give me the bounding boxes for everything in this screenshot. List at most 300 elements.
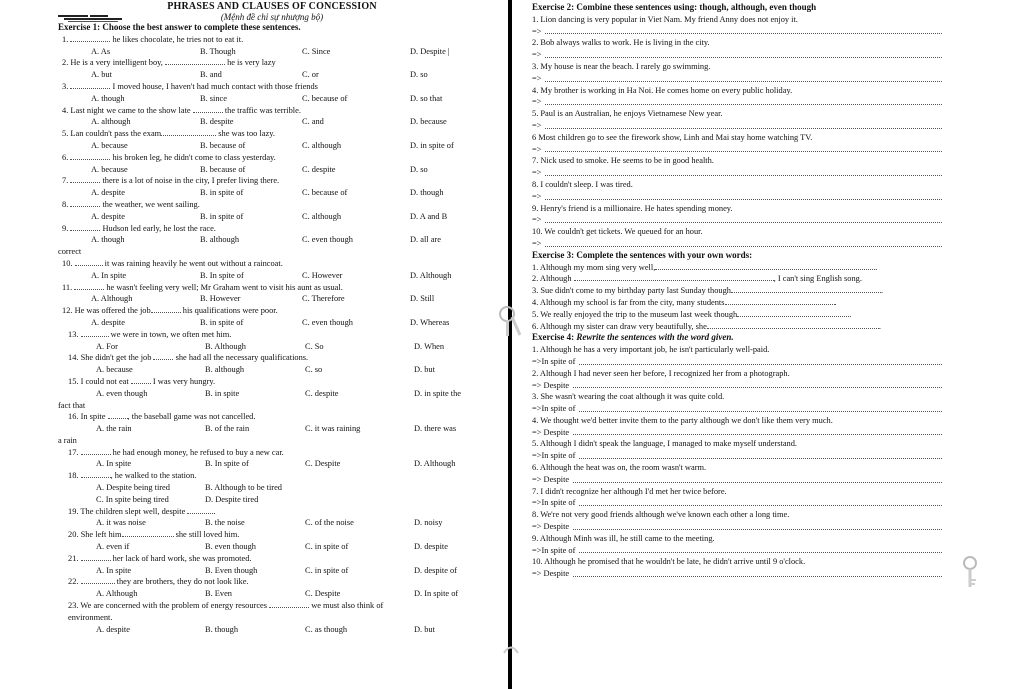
options-row (62, 116, 482, 128)
question-continuation: environment. (68, 612, 113, 622)
question-line (62, 576, 482, 588)
question-number-text: 16. In spite (68, 412, 108, 422)
sentence-end: . (849, 309, 852, 319)
answer-option[interactable]: A. because (91, 140, 128, 150)
answer-blank[interactable] (545, 214, 942, 223)
rewrite-prompt: =>In spite of (532, 356, 576, 366)
answer-line[interactable] (532, 214, 942, 226)
sentence-pair: 8. I couldn't sleep. I was tired. (532, 179, 633, 189)
question-line (62, 128, 482, 140)
answer-blank[interactable] (579, 497, 942, 506)
original-sentence: 2. Although I had never seen her before, I recognized her from a photograph. (532, 368, 790, 378)
column-divider (508, 0, 512, 689)
question-line (62, 81, 482, 93)
question-number-text: 9. (62, 223, 71, 233)
sentence-start: 3. Sue didn't come to my birthday party last Sunday though (532, 286, 731, 296)
exercise3-items (532, 262, 942, 333)
sentence-start: 1. Although my mom sing very well, (532, 262, 656, 272)
question-number-text: 14. She didn't get the job (68, 353, 154, 363)
question-number-text: 11. (62, 282, 75, 292)
answer-option[interactable]: B. in spite (205, 388, 240, 398)
answer-blank[interactable] (545, 49, 942, 58)
completion-line (532, 297, 942, 309)
answer-blank[interactable] (579, 356, 942, 365)
question-number-text: 13. (68, 329, 81, 339)
question-number-text: 3. (62, 81, 71, 91)
rewrite-line[interactable] (532, 356, 942, 368)
exercise4-heading (532, 332, 942, 344)
answer-option[interactable]: B. even though (205, 542, 256, 552)
answer-option[interactable]: A. even though (96, 388, 148, 398)
sentence-pair: 5. Paul is an Australian, he enjoys Vietnamese New year. (532, 109, 723, 119)
options-row (62, 293, 482, 305)
answer-option[interactable]: C. it was raining (305, 424, 361, 434)
question-text: . (213, 506, 216, 516)
answer-arrow: => (532, 97, 542, 107)
answer-blank[interactable] (269, 607, 309, 608)
answer-option[interactable]: A. despite (91, 188, 125, 198)
question-text: his qualifications were poor. (180, 306, 278, 316)
question-number-text: 15. I could not eat (68, 376, 131, 386)
answer-blank[interactable] (75, 265, 103, 266)
options-row (62, 234, 482, 246)
options-row (62, 93, 482, 105)
answer-option[interactable]: C. In spite being tired (96, 494, 169, 504)
answer-option[interactable]: C. and (302, 117, 324, 127)
answer-line[interactable] (532, 96, 942, 108)
sentence-start: 5. We really enjoyed the trip to the museum last week though (532, 309, 738, 319)
answer-blank[interactable] (165, 64, 225, 65)
sentence-pair: 9. Henry's friend is a millionaire. He hates spending money. (532, 203, 733, 213)
rewrite-line[interactable] (532, 497, 942, 509)
answer-blank[interactable] (81, 477, 111, 478)
question-text: the weather, we went sailing. (100, 199, 200, 209)
question-continuation: a rain (58, 435, 77, 445)
completion-line (532, 321, 942, 333)
answer-line[interactable] (532, 120, 942, 132)
sentence-end: . (834, 297, 837, 307)
options-row (62, 624, 482, 636)
question-line (62, 329, 482, 341)
original-sentence: 9. Although Minh was ill, he still came to the meeting. (532, 533, 715, 543)
answer-blank[interactable] (579, 403, 942, 412)
answer-option[interactable]: A. despite (96, 624, 130, 634)
answer-option[interactable]: A. As (91, 46, 111, 56)
answer-option[interactable]: D. Although (414, 459, 456, 469)
options-row (62, 517, 482, 529)
rewrite-prompt: => Despite (532, 474, 570, 484)
answer-blank[interactable] (81, 454, 111, 455)
sentence-start: 4. Although my school is far from the city, many students (532, 297, 725, 307)
answer-option[interactable]: B. because of (200, 140, 246, 150)
question-number-text: 2. He is a very intelligent boy, (62, 58, 165, 68)
answer-blank[interactable] (573, 568, 942, 577)
answer-blank[interactable] (545, 73, 942, 82)
answer-option[interactable]: B. Though (200, 46, 236, 56)
sentence-pair: 6 Most children go to see the firework show, Linh and Mai stay home watching TV. (532, 132, 813, 142)
options-row (62, 588, 482, 600)
answer-blank[interactable] (74, 289, 104, 290)
answer-blank[interactable] (70, 182, 100, 183)
answer-blank[interactable] (573, 521, 942, 530)
answer-option[interactable]: A. because (91, 164, 128, 174)
answer-blank[interactable] (573, 427, 942, 436)
answer-blank[interactable] (70, 159, 110, 160)
answer-option[interactable]: C. Despite (305, 589, 341, 599)
answer-blank[interactable] (545, 96, 942, 105)
question-text: , he walked to the station. (110, 471, 197, 481)
answer-blank[interactable] (131, 383, 151, 384)
answer-option[interactable]: D. in spite the (414, 388, 461, 398)
options-row (62, 187, 482, 199)
original-sentence: 5. Although I didn't speak the language, I managed to make myself understand. (532, 439, 798, 449)
question-number-text: 19. The children slept well, despite (68, 506, 188, 516)
answer-option[interactable]: B. Even though (205, 565, 258, 575)
answer-option[interactable]: D. In spite of (414, 589, 459, 599)
answer-blank[interactable] (655, 269, 875, 270)
answer-blank[interactable] (81, 583, 115, 584)
completion-line (532, 273, 942, 285)
options-row (62, 541, 482, 553)
answer-option[interactable]: B. although (200, 235, 240, 245)
answer-blank[interactable] (545, 167, 942, 176)
rewrite-line[interactable] (532, 403, 942, 415)
answer-option[interactable]: A. In spite (91, 270, 127, 280)
answer-arrow: => (532, 144, 542, 154)
answer-option[interactable]: C. although (302, 211, 342, 221)
answer-option[interactable]: A. Although (96, 589, 138, 599)
answer-option[interactable]: C. Despite (305, 459, 341, 469)
answer-option[interactable]: A. because (96, 365, 133, 375)
answer-option[interactable]: A. though (91, 235, 125, 245)
rewrite-line[interactable] (532, 545, 942, 557)
question-text: there is a lot of noise in the city, I prefer living there. (100, 176, 280, 186)
question-line (62, 529, 482, 541)
answer-option[interactable]: D. all are (410, 235, 441, 245)
answer-option[interactable]: B. in spite of (200, 317, 244, 327)
options-row (62, 458, 482, 470)
question-number-text: 20. She left him (68, 530, 122, 540)
answer-option[interactable]: B. In spite of (200, 270, 244, 280)
exercise1-heading: Exercise 1: Choose the best answer to complete these sentences. (58, 22, 301, 32)
question-text: her lack of hard work, she was promoted. (110, 553, 252, 563)
answer-option[interactable]: D. but (414, 624, 435, 634)
rewrite-prompt: => Despite (532, 569, 570, 579)
options-row (62, 140, 482, 152)
right-column (532, 0, 942, 580)
question-text: his broken leg, he didn't come to class yesterday. (110, 152, 276, 162)
answer-option[interactable]: A. Although (91, 294, 133, 304)
question-text: she still loved him. (173, 530, 240, 540)
question-line (62, 175, 482, 187)
answer-arrow: => (532, 215, 542, 225)
answer-option[interactable]: C. so (305, 365, 323, 375)
options-row (62, 270, 482, 282)
question-line (62, 305, 482, 317)
question-text: he had enough money, he refused to buy a new car. (110, 447, 284, 457)
question-number-text: 8. (62, 199, 71, 209)
options-row (62, 388, 482, 400)
answer-option[interactable]: C. although (302, 140, 342, 150)
options-row (62, 482, 482, 494)
answer-blank[interactable] (161, 135, 216, 136)
answer-option[interactable]: A. the rain (96, 424, 132, 434)
answer-option[interactable]: B. Although to be tired (205, 483, 282, 493)
answer-blank[interactable] (70, 206, 100, 207)
answer-line[interactable] (532, 191, 942, 203)
question-text: we were in town, we often met him. (108, 329, 232, 339)
rewrite-prompt: => Despite (532, 427, 570, 437)
exercise2-heading: Exercise 2: Combine these sentences using: though, although, even though (532, 2, 817, 12)
answer-option[interactable]: D. there was (414, 424, 457, 434)
question-text: I moved house, I haven't had much contact with those friends (110, 81, 318, 91)
answer-option[interactable]: C. as though (305, 624, 348, 634)
answer-option[interactable]: B. the noise (205, 518, 245, 528)
answer-blank[interactable] (193, 112, 223, 113)
question-number-text: 22. (68, 577, 81, 587)
answer-option[interactable]: C. So (305, 341, 324, 351)
answer-option[interactable]: B. in spite of (200, 188, 244, 198)
answer-blank[interactable] (545, 144, 942, 153)
answer-option[interactable]: D. so (410, 164, 428, 174)
completion-line (532, 262, 942, 274)
answer-blank[interactable] (545, 120, 942, 129)
answer-blank[interactable] (545, 191, 942, 200)
answer-blank[interactable] (573, 380, 942, 389)
answer-option[interactable]: C. However (302, 270, 343, 280)
options-row (62, 423, 482, 435)
rewrite-line[interactable] (532, 521, 942, 533)
rewrite-line[interactable] (532, 427, 942, 439)
key-watermark-icon (960, 555, 980, 589)
answer-option[interactable]: D. A and B (410, 211, 448, 221)
answer-option[interactable]: B. and (200, 70, 222, 80)
answer-line[interactable] (532, 144, 942, 156)
answer-option[interactable]: B. of the rain (205, 424, 250, 434)
answer-blank[interactable] (545, 238, 942, 247)
answer-arrow: => (532, 238, 542, 248)
answer-arrow: => (532, 50, 542, 60)
question-number-text: 17. (68, 447, 81, 457)
rewrite-line[interactable] (532, 568, 942, 580)
answer-option[interactable]: D. Despite tired (205, 494, 259, 504)
answer-option[interactable]: A. In spite (96, 565, 132, 575)
question-line (62, 152, 482, 164)
question-text: they are brothers, they do not look like. (114, 577, 249, 587)
sentence-pair: 2. Bob always walks to work. He is living in the city. (532, 38, 710, 48)
rewrite-line[interactable] (532, 380, 942, 392)
answer-blank[interactable] (725, 304, 835, 305)
question-number-text: 4. Last night we came to the show late (62, 105, 193, 115)
answer-option[interactable]: D. despite (414, 542, 448, 552)
answer-option[interactable]: C. because of (302, 188, 348, 198)
answer-blank[interactable] (153, 359, 173, 360)
answer-blank[interactable] (70, 88, 110, 89)
answer-option[interactable]: B. though (205, 624, 239, 634)
answer-option[interactable]: D. but (414, 365, 435, 375)
answer-option[interactable]: A. but (91, 70, 112, 80)
question-line (62, 282, 482, 294)
question-continuation: fact that (58, 400, 86, 410)
answer-blank[interactable] (574, 280, 774, 281)
sentence-pair: 7. Nick used to smoke. He seems to be in good health. (532, 156, 714, 166)
sentence-pair: 10. We couldn't get tickets. We queued for an hour. (532, 227, 703, 237)
options-row (62, 317, 482, 329)
question-line (62, 199, 482, 211)
sentence-end: . (878, 321, 881, 331)
options-row (62, 364, 482, 376)
answer-blank[interactable] (579, 450, 942, 459)
answer-option[interactable]: D. Despite | (410, 46, 450, 56)
question-line (62, 553, 482, 565)
question-number-text: 23. We are concerned with the problem of energy resources (68, 601, 270, 611)
answer-option[interactable]: A. though (91, 93, 125, 103)
sentence-pair: 1. Lion dancing is very popular in Viet Nam. My friend Anny does not enjoy it. (532, 14, 798, 24)
answer-line[interactable] (532, 49, 942, 61)
question-continuation: correct (58, 247, 82, 257)
answer-option[interactable]: C. Therefore (302, 294, 345, 304)
exercise2-items (532, 14, 942, 250)
rewrite-prompt: =>In spite of (532, 545, 576, 555)
answer-option[interactable]: A. Despite being tired (96, 483, 170, 493)
answer-option[interactable]: A. although (91, 117, 131, 127)
answer-option[interactable]: D. so that (410, 93, 443, 103)
answer-blank[interactable] (573, 474, 942, 483)
original-sentence: 1. Although he has a very important job, he isn't particularly well-paid. (532, 345, 770, 355)
answer-option[interactable]: B. In spite of (205, 459, 249, 469)
exercise3-heading: Exercise 3: Complete the sentences with your own words: (532, 249, 753, 260)
question-number-text: 10. (62, 258, 75, 268)
exercise1-questions (58, 34, 482, 636)
answer-option[interactable]: D. noisy (414, 518, 443, 528)
rewrite-line[interactable] (532, 474, 942, 486)
exercise4-heading-bold: Exercise 4: (532, 332, 577, 343)
exercise4-items (532, 344, 942, 580)
answer-option[interactable]: A. despite (91, 211, 125, 221)
question-line (62, 352, 482, 364)
answer-option[interactable]: C. despite (302, 164, 336, 174)
answer-blank[interactable] (81, 336, 109, 337)
answer-blank[interactable] (731, 292, 881, 293)
answer-option[interactable]: A. For (96, 341, 118, 351)
answer-blank[interactable] (707, 328, 879, 329)
rewrite-prompt: =>In spite of (532, 451, 576, 461)
question-text: it was raining heavily he went out without a raincoat. (102, 258, 283, 268)
question-number-text: 21. (68, 553, 81, 563)
page-curl-icon (502, 642, 520, 654)
rewrite-line[interactable] (532, 450, 942, 462)
original-sentence: 4. We thought we'd better invite them to the party although we don't like them very much. (532, 415, 833, 425)
answer-option[interactable]: B. Although (205, 341, 246, 351)
question-text: Hudson led early, he lost the race. (100, 223, 216, 233)
question-text: he likes chocolate, he tries not to eat it. (110, 34, 244, 44)
question-text: I was very hungry. (150, 376, 216, 386)
question-text: she had all the necessary qualifications. (173, 353, 309, 363)
question-number-text: 6. (62, 152, 71, 162)
answer-line[interactable] (532, 238, 942, 250)
answer-blank[interactable] (70, 230, 100, 231)
answer-option[interactable]: A. despite (91, 317, 125, 327)
answer-option[interactable]: B. since (200, 93, 227, 103)
answer-arrow: => (532, 168, 542, 178)
question-number-text: 1. (62, 34, 71, 44)
original-sentence: 8. We're not very good friends although we've known each other a long time. (532, 510, 790, 520)
sentence-end: . (875, 262, 878, 272)
answer-option[interactable]: C. even though (302, 235, 353, 245)
answer-blank[interactable] (579, 545, 942, 554)
answer-blank[interactable] (108, 418, 128, 419)
answer-option[interactable]: D. so (410, 70, 428, 80)
question-line (62, 411, 482, 423)
page-title: PHRASES AND CLAUSES OF CONCESSION (167, 1, 377, 12)
rewrite-prompt: => Despite (532, 380, 570, 390)
question-line (62, 600, 482, 612)
answer-option[interactable]: D. despite of (414, 565, 458, 575)
answer-option[interactable]: A. it was noise (96, 518, 146, 528)
answer-option[interactable]: B. despite (200, 117, 234, 127)
answer-blank[interactable] (122, 536, 174, 537)
question-number-text: 5. Lan couldn't pass the exam (62, 129, 162, 139)
answer-arrow: => (532, 26, 542, 36)
answer-line[interactable] (532, 73, 942, 85)
page-subtitle: (Mệnh đề chỉ sự nhượng bộ) (220, 12, 324, 22)
rewrite-prompt: =>In spite of (532, 498, 576, 508)
answer-option[interactable]: D. though (410, 188, 444, 198)
answer-option[interactable]: D. Although (410, 270, 452, 280)
answer-arrow: => (532, 73, 542, 83)
answer-option[interactable]: B. because of (200, 164, 246, 174)
answer-blank[interactable] (81, 560, 111, 561)
sentence-pair: 3. My house is near the beach. I rarely go swimming. (532, 61, 711, 71)
answer-option[interactable]: C. in spite of (305, 565, 349, 575)
completion-line (532, 309, 942, 321)
answer-option[interactable]: A. even if (96, 542, 130, 552)
answer-option[interactable]: D. Whereas (410, 317, 450, 327)
answer-option[interactable]: C. in spite of (305, 542, 349, 552)
answer-option[interactable]: D. When (414, 341, 445, 351)
question-line (62, 447, 482, 459)
answer-option[interactable]: C. even though (302, 317, 353, 327)
answer-option[interactable]: A. In spite (96, 459, 132, 469)
answer-blank[interactable] (151, 312, 181, 313)
answer-blank[interactable] (187, 513, 213, 514)
answer-blank[interactable] (70, 41, 110, 42)
answer-option[interactable]: C. despite (305, 388, 339, 398)
answer-option[interactable]: C. or (302, 70, 319, 80)
answer-line[interactable] (532, 167, 942, 179)
answer-blank[interactable] (545, 26, 942, 35)
options-row (62, 46, 482, 58)
answer-option[interactable]: D. in spite of (410, 140, 454, 150)
question-line (62, 376, 482, 388)
answer-option[interactable]: D. Still (410, 294, 435, 304)
question-text: , the baseball game was not cancelled. (127, 412, 256, 422)
sentence-start: 2. Although (532, 274, 574, 284)
question-text: he is very lazy (224, 58, 276, 68)
answer-option[interactable]: C. of the noise (305, 518, 354, 528)
answer-option[interactable]: B. Even (205, 589, 232, 599)
options-row (62, 164, 482, 176)
answer-option[interactable]: C. because of (302, 93, 348, 103)
answer-option[interactable]: B. However (200, 294, 241, 304)
answer-line[interactable] (532, 26, 942, 38)
answer-option[interactable]: C. Since (302, 46, 331, 56)
options-row (62, 69, 482, 81)
answer-option[interactable]: B. in spite of (200, 211, 244, 221)
answer-blank[interactable] (737, 316, 849, 317)
answer-option[interactable]: B. although (205, 365, 245, 375)
answer-option[interactable]: D. because (410, 117, 447, 127)
